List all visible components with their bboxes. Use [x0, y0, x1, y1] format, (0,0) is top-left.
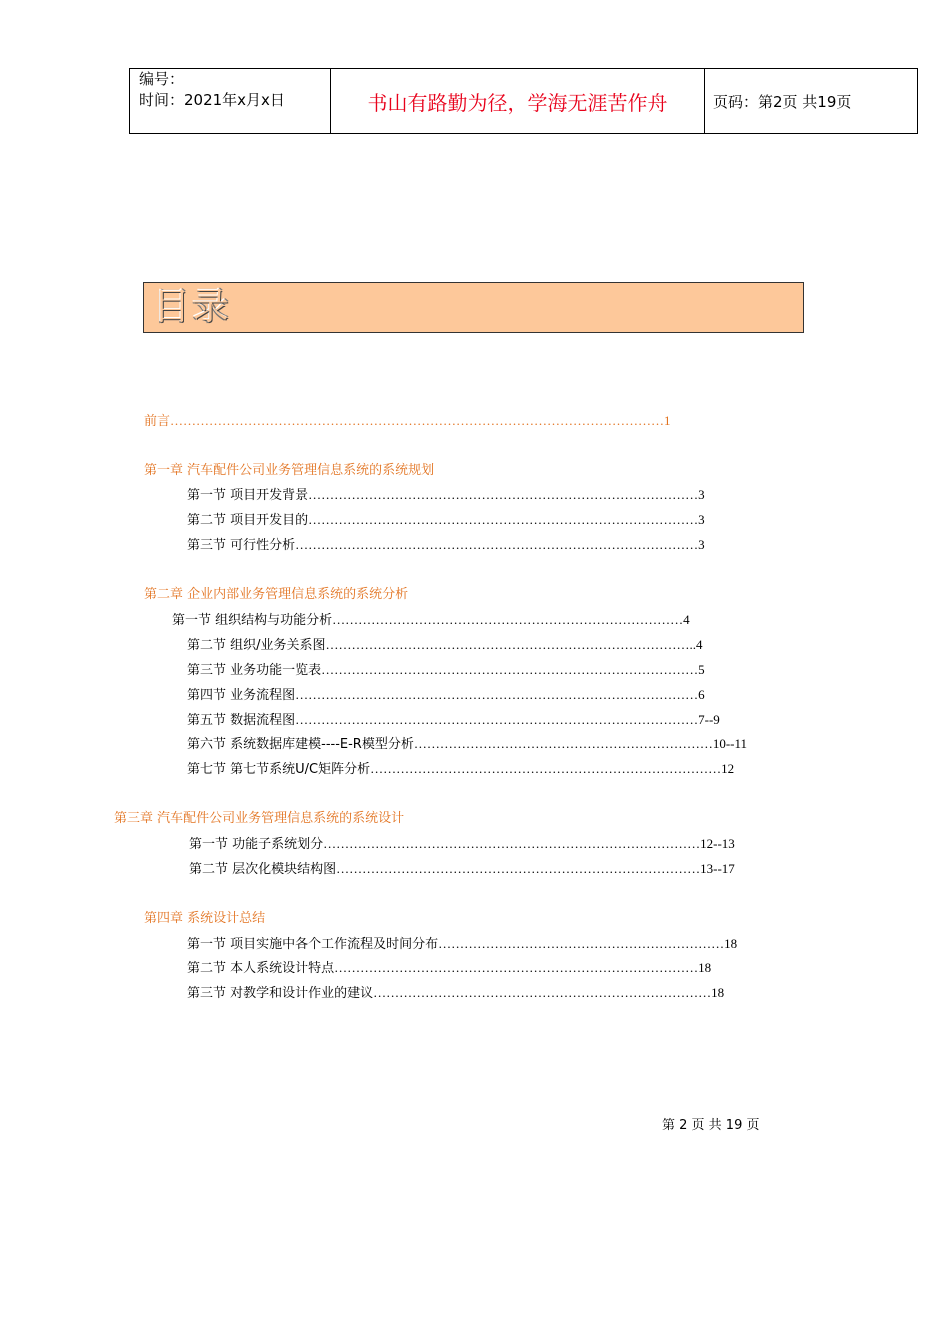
toc-entry[interactable] [189, 860, 735, 879]
toc-leader-dots: ……………………………………………………………………………… [308, 487, 699, 502]
toc-label: 第六节 系统数据库建模----E-R模型分析 [187, 737, 414, 752]
toc-leader-dots: ………………………………………………………………………………… [295, 687, 699, 702]
toc-entry[interactable] [187, 711, 720, 730]
time-label: 时间：2021年x月x日 [139, 91, 285, 109]
toc-leader-dots: ………………………………………………………………………… [334, 960, 699, 975]
page-title: 目录 [153, 285, 231, 328]
toc-label: 第一节 功能子系统划分 [189, 837, 324, 852]
toc-page: 12 [721, 761, 735, 776]
toc-label: 第四节 业务流程图 [187, 688, 296, 703]
toc-label: 第三节 对教学和设计作业的建议 [187, 986, 374, 1001]
toc-page: ..4 [689, 637, 703, 652]
header-meta-cell [130, 69, 331, 133]
toc-chapter-4[interactable]: 第四章 系统设计总结 [144, 911, 266, 926]
toc-label: 第二节 本人系统设计特点 [187, 961, 335, 976]
toc-label: 前言 [144, 414, 171, 429]
toc-entry[interactable] [189, 835, 735, 854]
toc-page: 1 [664, 413, 671, 428]
toc-page: 13--17 [700, 861, 735, 876]
toc-label: 第五节 数据流程图 [187, 713, 296, 728]
toc-chapter-2[interactable]: 第二章 企业内部业务管理信息系统的系统分析 [144, 587, 409, 602]
toc-leader-dots: …………………………………………………………………… [373, 985, 712, 1000]
toc-page: 18 [698, 960, 712, 975]
toc-entry[interactable] [187, 760, 734, 779]
toc-page: 18 [711, 985, 725, 1000]
toc-leader-dots: ………………………………………………………… [438, 936, 725, 951]
toc-entry[interactable] [187, 959, 711, 978]
toc-page: 3 [698, 487, 705, 502]
toc-page: 3 [698, 512, 705, 527]
toc-page: 12--13 [700, 836, 735, 851]
toc-leader-dots: ……………………………………………………………………………… [308, 512, 699, 527]
toc-leader-dots: …………………………………………………………………………… [321, 662, 699, 677]
toc-label: 第一节 组织结构与功能分析 [172, 613, 333, 628]
toc-page: 4 [683, 612, 690, 627]
page-footer: 第 2 页 共 19 页 [662, 1118, 760, 1133]
page-info: 页码：第2页 共19页 [713, 92, 852, 111]
toc-leader-dots: ……………………………………………………………………… [332, 612, 684, 627]
toc-entry[interactable] [187, 935, 737, 954]
toc-label: 第三节 业务功能一览表 [187, 663, 322, 678]
toc-page: 10--11 [712, 736, 748, 751]
toc-page: 6 [698, 687, 705, 702]
toc-label: 第二节 项目开发目的 [187, 513, 309, 528]
toc-label: 第二节 组织/业务关系图 [187, 638, 326, 653]
toc-leader-dots: ………………………………………………………………………… [336, 861, 701, 876]
toc-leader-dots: …………………………………………………………………………… [323, 836, 701, 851]
toc-entry[interactable] [187, 735, 747, 754]
toc-title-box [143, 282, 804, 333]
toc-label: 第二节 层次化模块结构图 [189, 862, 337, 877]
toc-label: 第一节 项目开发背景 [187, 488, 309, 503]
toc-chapter-3[interactable]: 第三章 汽车配件公司业务管理信息系统的系统设计 [114, 811, 405, 826]
toc-label: 第一节 项目实施中各个工作流程及时间分布 [187, 937, 439, 952]
toc-page: 7--9 [698, 712, 720, 727]
toc-leader-dots: ………………………………………………………………………………… [295, 537, 699, 552]
header-table [129, 68, 918, 134]
motto: 书山有路勤为径，学海无涯苦作舟 [331, 69, 705, 133]
toc-page: 18 [724, 936, 738, 951]
toc-label: 第三节 可行性分析 [187, 538, 296, 553]
toc-chapter-1[interactable]: 第一章 汽车配件公司业务管理信息系统的系统规划 [144, 463, 435, 478]
toc-leader-dots: ………………………………………………………………………… [325, 637, 690, 652]
toc-entry[interactable] [187, 984, 724, 1003]
toc-entry[interactable] [187, 636, 703, 655]
toc-label: 第七节 第七节系统U/C矩阵分析 [187, 762, 371, 777]
toc-entry-preface[interactable] [144, 412, 671, 431]
toc-entry[interactable] [187, 536, 705, 555]
toc-entry[interactable] [187, 486, 705, 505]
toc-page: 3 [698, 537, 705, 552]
toc-page: 5 [698, 662, 705, 677]
toc-leader-dots: ………………………………………………………………………………… [295, 712, 699, 727]
toc-leader-dots: ……………………………………………………………………… [370, 761, 722, 776]
number-label: 编号： [139, 70, 185, 88]
toc-entry[interactable] [187, 511, 705, 530]
toc-entry[interactable] [172, 611, 690, 630]
toc-entry[interactable] [187, 686, 705, 705]
toc-leader-dots: …………………………………………………………… [413, 736, 713, 751]
toc-leader-dots: …………………………………………………………………………………………………… [170, 413, 665, 428]
toc-entry[interactable] [187, 661, 705, 680]
